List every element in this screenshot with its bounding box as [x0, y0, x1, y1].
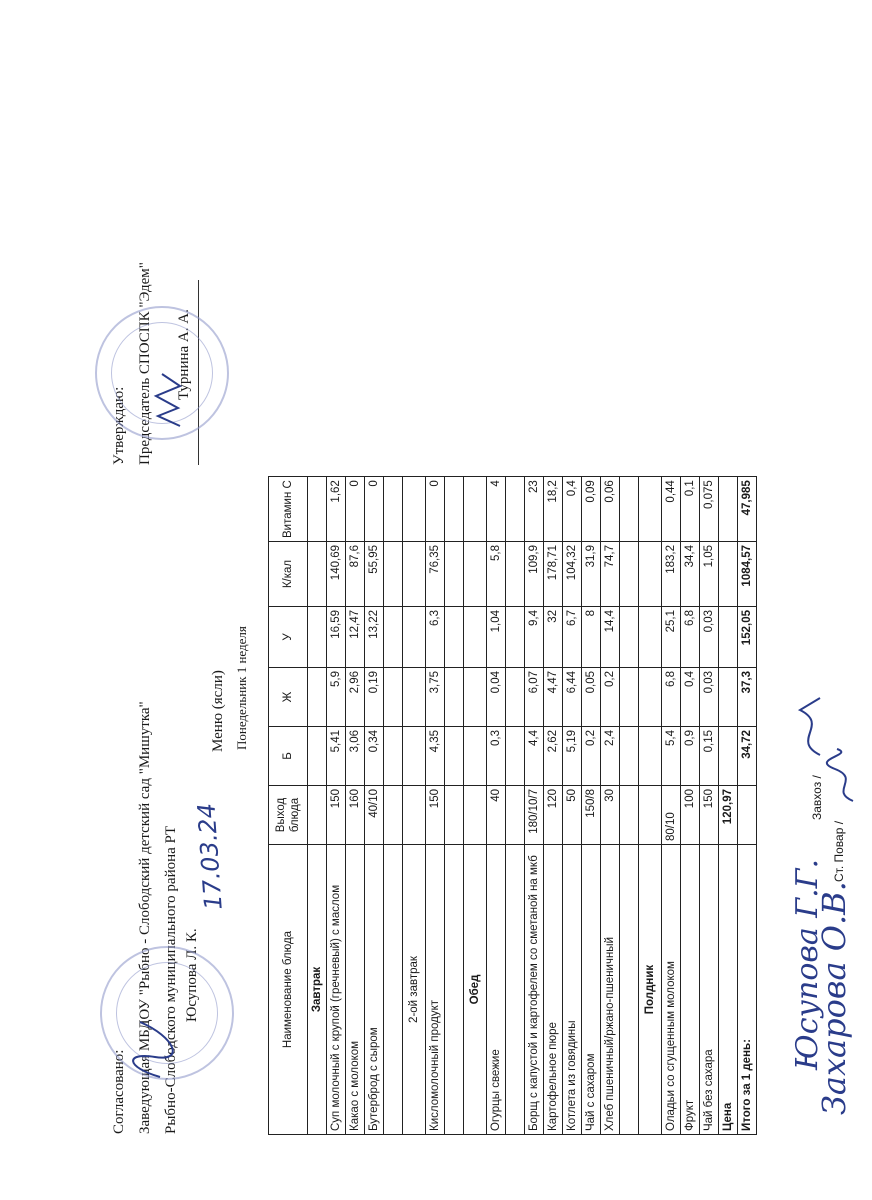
- dish-carbs: 8: [582, 607, 601, 668]
- total-fat: 37,3: [738, 668, 757, 727]
- dish-vitamin-c: 23: [525, 477, 544, 542]
- dish-vitamin-c: 0,4: [563, 477, 582, 542]
- dish-fat: 0,04: [487, 668, 506, 727]
- dish-fat: 6,44: [563, 668, 582, 727]
- section-breakfast: Завтрак: [308, 845, 327, 1135]
- dish-output: 50: [563, 786, 582, 845]
- dish-kcal: 109,9: [525, 542, 544, 607]
- dish-carbs: 13,22: [365, 607, 384, 668]
- dish-output: 40/10: [365, 786, 384, 845]
- table-row: [346, 477, 365, 1135]
- dish-carbs: 6,3: [426, 607, 445, 668]
- dish-protein: 0,3: [487, 727, 506, 786]
- menu-table: [268, 476, 757, 1135]
- section-snack: Полдник: [639, 845, 662, 1135]
- dish-protein: 5,4: [662, 727, 681, 786]
- dish-output: 30: [601, 786, 620, 845]
- dish-name: Чай с сахаром: [582, 845, 601, 1135]
- dish-name: Хлеб пшеничный/ржано-пшеничный: [601, 845, 620, 1135]
- dish-name: Чай без сахара: [700, 845, 719, 1135]
- dish-output: 160: [346, 786, 365, 845]
- dish-output: 150: [700, 786, 719, 845]
- total-protein: 34,72: [738, 727, 757, 786]
- dish-carbs: 1,04: [487, 607, 506, 668]
- dish-output: 150: [327, 786, 346, 845]
- dish-kcal: 1,05: [700, 542, 719, 607]
- zavhoz-signature: Юсупова Г.Г.: [790, 858, 825, 1070]
- total-kcal: 1084,57: [738, 542, 757, 607]
- dish-protein: 2,4: [601, 727, 620, 786]
- total-label: Итого за 1 день:: [738, 845, 757, 1135]
- dish-name: Оладьи со сгущенным молоком: [662, 845, 681, 1135]
- agreed-label: Согласовано:: [111, 1049, 127, 1134]
- dish-output: 100: [681, 786, 700, 845]
- dish-vitamin-c: 0: [346, 477, 365, 542]
- dish-protein: 4,35: [426, 727, 445, 786]
- dish-carbs: 9,4: [525, 607, 544, 668]
- dish-kcal: 74,7: [601, 542, 620, 607]
- dish-carbs: 0,03: [700, 607, 719, 668]
- col-header-dish: Наименование блюда: [269, 845, 308, 1135]
- dish-name: Огурцы свежие: [487, 845, 506, 1135]
- dish-fat: 6,07: [525, 668, 544, 727]
- dish-kcal: 5,8: [487, 542, 506, 607]
- table-row: [544, 477, 563, 1135]
- zavhoz-label: Завхоз /: [810, 775, 824, 820]
- dish-carbs: 6,7: [563, 607, 582, 668]
- dish-carbs: 14,4: [601, 607, 620, 668]
- dish-vitamin-c: 0,06: [601, 477, 620, 542]
- col-header-protein: Б: [269, 727, 308, 786]
- col-header-carbs: У: [269, 607, 308, 668]
- table-row: [681, 477, 700, 1135]
- dish-output: 150/8: [582, 786, 601, 845]
- approved-signatory-name: Турнина А. А.: [176, 309, 192, 400]
- dish-name: Котлета из говядины: [563, 845, 582, 1135]
- table-row: [601, 477, 620, 1135]
- dish-output: 180/10/7: [525, 786, 544, 845]
- dish-kcal: 140,69: [327, 542, 346, 607]
- dish-name: Борщ с капустой и картофелем со сметаной на мкб: [525, 845, 544, 1135]
- dish-fat: 5,9: [327, 668, 346, 727]
- dish-fat: 0,2: [601, 668, 620, 727]
- agreed-signatory-name: Юсупова Л. К.: [184, 928, 200, 1022]
- dish-name: Суп молочный с крупой (гречневый) с маслом: [327, 845, 346, 1135]
- dish-kcal: 31,9: [582, 542, 601, 607]
- dish-vitamin-c: 0: [426, 477, 445, 542]
- cook-label: Ст. Повар /: [832, 820, 846, 882]
- table-row: [582, 477, 601, 1135]
- dish-name: Бутерброд с сыром: [365, 845, 384, 1135]
- dish-protein: 0,9: [681, 727, 700, 786]
- menu-title: Меню (ясли): [210, 670, 226, 752]
- total-row: [738, 477, 757, 1135]
- col-header-kcal: К/кал: [269, 542, 308, 607]
- dish-kcal: 104,32: [563, 542, 582, 607]
- dish-protein: 5,19: [563, 727, 582, 786]
- dish-protein: 0,15: [700, 727, 719, 786]
- cook-signature: Захарова О.В.: [815, 881, 853, 1115]
- dish-kcal: 34,4: [681, 542, 700, 607]
- zavhoz-initials-icon: [790, 690, 830, 760]
- dish-fat: 0,03: [700, 668, 719, 727]
- dish-fat: 2,96: [346, 668, 365, 727]
- dish-carbs: 32: [544, 607, 563, 668]
- dish-vitamin-c: 0,1: [681, 477, 700, 542]
- table-row: [327, 477, 346, 1135]
- table-row: [365, 477, 384, 1135]
- dish-fat: 4,47: [544, 668, 563, 727]
- dish-fat: 0,19: [365, 668, 384, 727]
- dish-kcal: 178,71: [544, 542, 563, 607]
- dish-kcal: 55,95: [365, 542, 384, 607]
- dish-name: Фрукт: [681, 845, 700, 1135]
- dish-vitamin-c: 4: [487, 477, 506, 542]
- dish-vitamin-c: 18,2: [544, 477, 563, 542]
- col-header-output: Выход блюда: [269, 786, 308, 845]
- total-vitamin-c: 47,985: [738, 477, 757, 542]
- dish-protein: 2,62: [544, 727, 563, 786]
- table-header-row: [269, 477, 308, 1135]
- table-row: [700, 477, 719, 1135]
- dish-protein: 3,06: [346, 727, 365, 786]
- table-row: [525, 477, 544, 1135]
- agreed-signature-icon: [120, 1012, 180, 1082]
- dish-vitamin-c: 0,09: [582, 477, 601, 542]
- dish-kcal: 76,35: [426, 542, 445, 607]
- dish-carbs: 12,47: [346, 607, 365, 668]
- dish-name: Кисломолочный продукт: [426, 845, 445, 1135]
- dish-output: 40: [487, 786, 506, 845]
- dish-carbs: 25,1: [662, 607, 681, 668]
- table-row: [487, 477, 506, 1135]
- dish-carbs: 6,8: [681, 607, 700, 668]
- dish-fat: 3,75: [426, 668, 445, 727]
- dish-protein: 0,2: [582, 727, 601, 786]
- dish-name: Картофельное пюре: [544, 845, 563, 1135]
- table-row: [662, 477, 681, 1135]
- price-label: Цена: [719, 845, 738, 1135]
- col-header-fat: Ж: [269, 668, 308, 727]
- dish-protein: 4,4: [525, 727, 544, 786]
- approved-signature-icon: [150, 370, 190, 430]
- dish-vitamin-c: 1,62: [327, 477, 346, 542]
- section-lunch: Обед: [464, 845, 487, 1135]
- dish-vitamin-c: 0,075: [700, 477, 719, 542]
- total-carbs: 152,05: [738, 607, 757, 668]
- table-row: [426, 477, 445, 1135]
- price-row: [719, 477, 738, 1135]
- dish-fat: 6,8: [662, 668, 681, 727]
- price-value: 120,97: [719, 786, 738, 845]
- menu-subtitle: Понедельник 1 неделя: [234, 626, 249, 750]
- dish-vitamin-c: 0: [365, 477, 384, 542]
- dish-output: 80/10: [662, 786, 681, 845]
- dish-fat: 0,05: [582, 668, 601, 727]
- approved-org-line: Председатель СПОСПК "Эдем": [137, 262, 153, 465]
- dish-vitamin-c: 0,44: [662, 477, 681, 542]
- table-row: [563, 477, 582, 1135]
- dish-kcal: 87,6: [346, 542, 365, 607]
- dish-name: Какао с молоком: [346, 845, 365, 1135]
- agreed-org-line2: Рыбно-Слободского муниципального района РТ: [163, 825, 179, 1134]
- dish-protein: 5,41: [327, 727, 346, 786]
- dish-kcal: 183,2: [662, 542, 681, 607]
- dish-carbs: 16,59: [327, 607, 346, 668]
- col-header-vitamin-c: Витамин С: [269, 477, 308, 542]
- dish-output: 120: [544, 786, 563, 845]
- dish-fat: 0,4: [681, 668, 700, 727]
- dish-protein: 0,34: [365, 727, 384, 786]
- dish-output: 150: [426, 786, 445, 845]
- cook-initials-icon: [825, 745, 865, 805]
- agreed-org-line1: Заведующая МБДОУ "Рыбно - Слободский детский сад "Мишутка": [137, 701, 153, 1134]
- section-second-breakfast: 2-ой завтрак: [403, 845, 426, 1135]
- approved-label: Утверждаю:: [111, 386, 127, 465]
- handwritten-date: 17.03.24: [192, 802, 228, 911]
